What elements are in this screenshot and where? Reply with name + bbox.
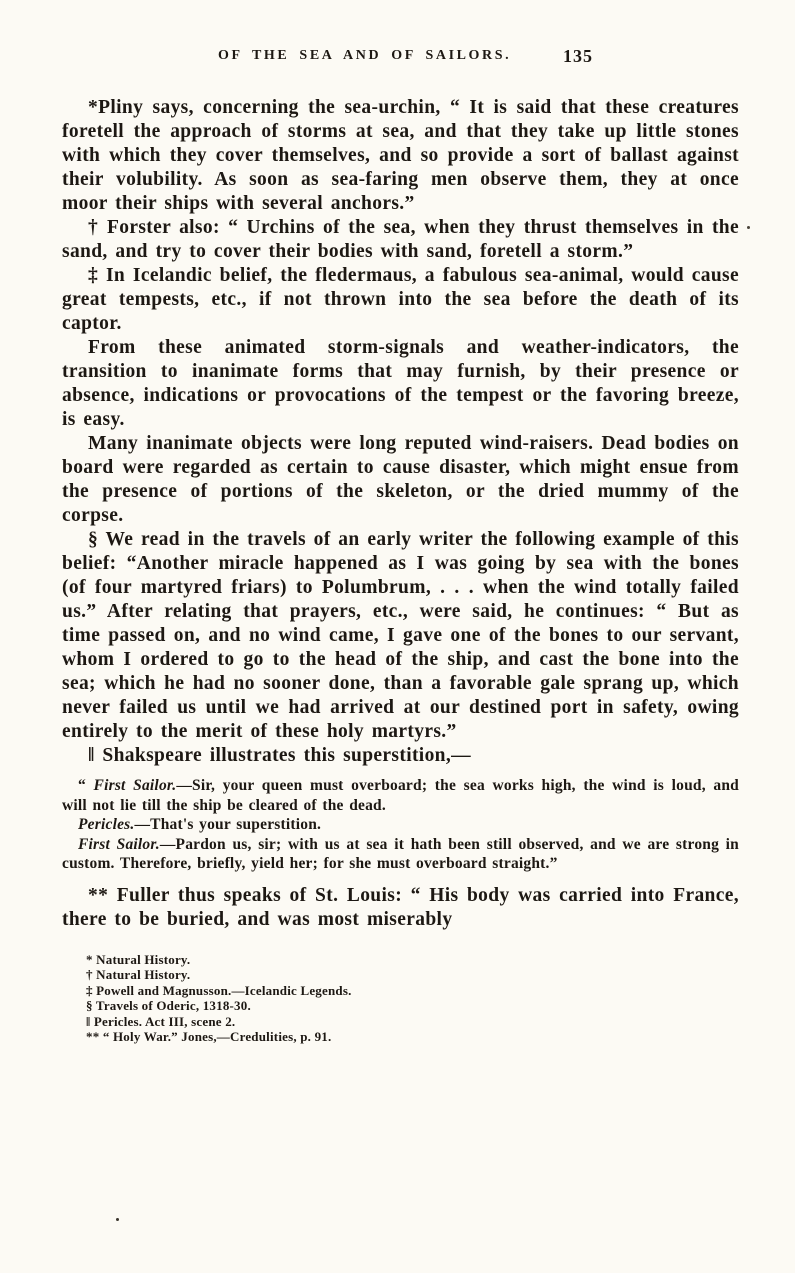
- quote-line: [62, 835, 739, 874]
- paragraph-transition: From these animated storm-signals and weather-indicators, the transition to inanimate forms that may furnish, by their presence or absence, indications or provocations of the tempest or the favoring breeze, is easy.: [62, 337, 739, 430]
- scan-artifact-dot: [116, 1218, 119, 1221]
- quote-text: —Sir, your queen must overboard; the sea works high, the wind is loud, and will not lie till the ship be cleared of the dead.: [62, 777, 739, 814]
- body-text: [62, 96, 739, 932]
- footnote: ‡ Powell and Magnusson.—Icelandic Legends.: [86, 982, 352, 998]
- paragraph-inanimate: Many inanimate objects were long reputed wind-raisers. Dead bodies on board were regarded as certain to cause disaster, which might ensue from the presence of portions of the skeleton, or the dried mummy of the corpse.: [62, 433, 739, 526]
- scan-artifact-dot: [747, 226, 750, 229]
- paragraph-shakspeare: ‖ Shakspeare illustrates this superstition,—: [88, 745, 471, 766]
- running-header: [62, 46, 739, 68]
- page-number: 135: [563, 46, 593, 66]
- paragraph-travels: § We read in the travels of an early writer the following example of this belief: “Another miracle happened as I was going by sea with the bones (of four martyred friars) to Polumbrum, . . . when the wind totally failed us.” After relating that prayers, etc., were said, he continues: “ But as time passed on, and no wind came, I gave one of the bones to our servant, whom I ordered to go to the head of the ship, and cast the bone into the sea; which he had no sooner done, than a favorable gale sprang up, which never failed us until we had arrived at our destined port in safety, owing entirely to the merit of these holy martyrs.”: [62, 529, 739, 742]
- footnote: † Natural History.: [86, 967, 191, 982]
- quote-line: [62, 815, 739, 835]
- pericles-quote-block: [62, 776, 739, 874]
- footnote: § Travels of Oderic, 1318-30.: [86, 998, 251, 1013]
- paragraph-forster: † Forster also: “ Urchins of the sea, when they thrust themselves in the sand, and try to cover their bodies with sand, foretell a storm.”: [62, 217, 739, 262]
- quote-speaker: First Sailor.: [78, 835, 160, 853]
- footnotes: [62, 952, 739, 1045]
- footnote: ** “ Holy War.” Jones,—Credulities, p. 91.: [86, 1029, 332, 1044]
- quote-text: —Pardon us, sir; with us at sea it hath been still observed, and we are strong in custom. Therefore, briefly, yield her; for she must overboard straight.”: [62, 835, 739, 872]
- quote-text: —That's your superstition.: [134, 816, 322, 833]
- quote-line: [62, 776, 739, 815]
- footnote: ‖ Pericles. Act III, scene 2.: [86, 1013, 236, 1029]
- quote-speaker: Pericles.: [78, 816, 135, 833]
- running-title: OF THE SEA AND OF SAILORS.: [218, 48, 512, 63]
- paragraph-pliny: *Pliny says, concerning the sea-urchin, “ It is said that these creatures foretell the approach of storms at sea, and that they take up little stones with which they cover themselves, and so provide a sort of ballast against their volubility. As soon as sea-faring men observe them, they at once moor their ships with several anchors.”: [62, 97, 739, 214]
- quote-speaker: First Sailor.: [93, 777, 177, 794]
- paragraph-icelandic: ‡ In Icelandic belief, the fledermaus, a fabulous sea-animal, would cause great tempests, etc., if not thrown into the sea before the death of its captor.: [62, 265, 739, 334]
- footnote: * Natural History.: [86, 951, 191, 967]
- paragraph-fuller: ** Fuller thus speaks of St. Louis: “ His body was carried into France, there to be buried, and was most miserably: [62, 884, 739, 930]
- quote-prefix: “: [78, 777, 94, 794]
